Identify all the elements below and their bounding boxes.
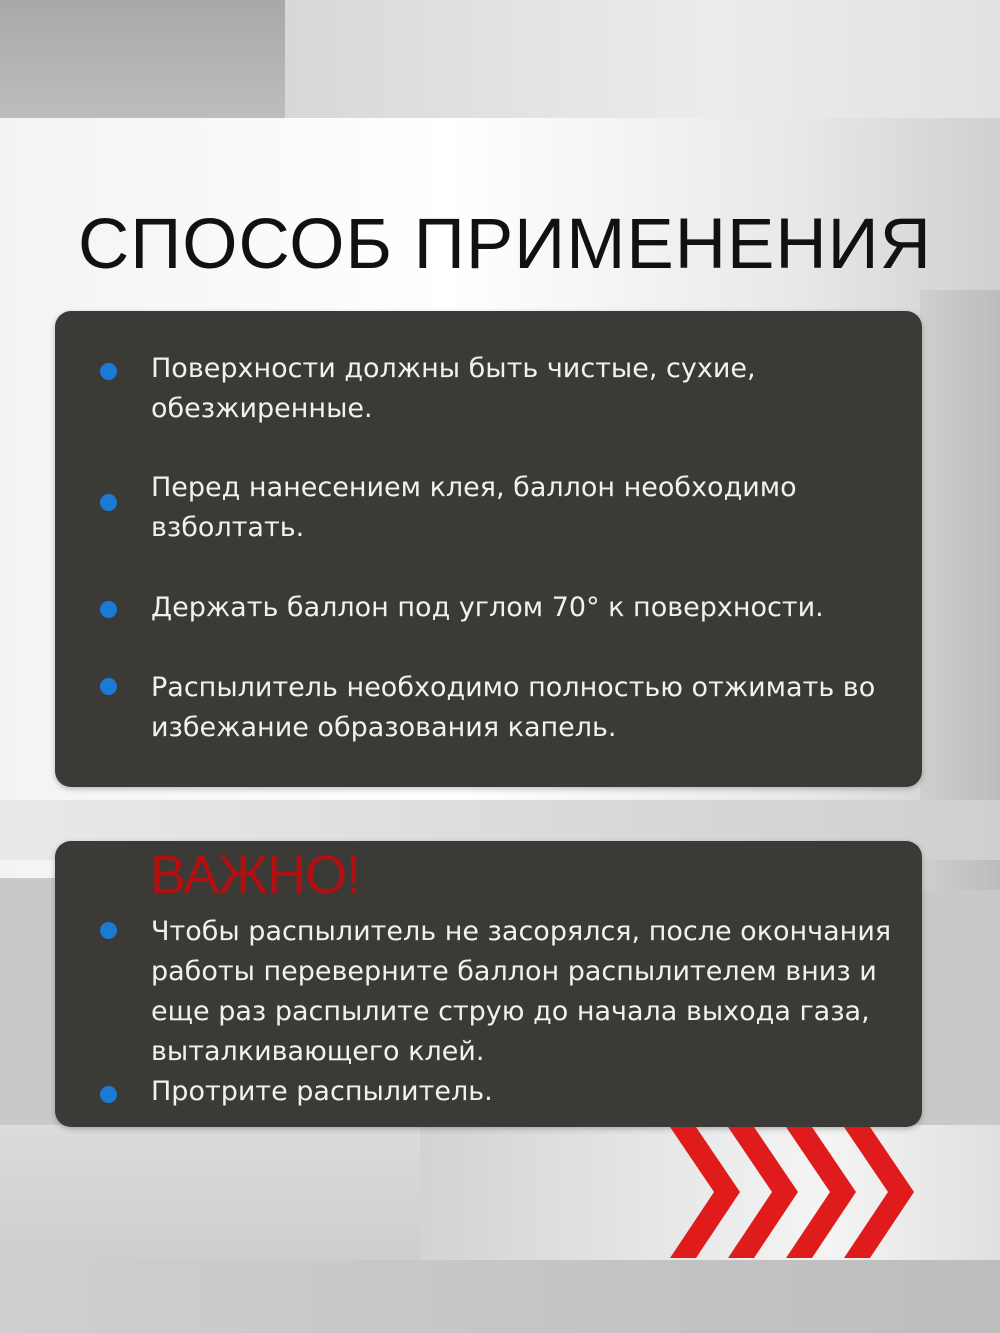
page-title: СПОСОБ ПРИМЕНЕНИЯ [78, 205, 932, 284]
blue-dot-icon [100, 601, 117, 618]
usage-item-text: Держать баллон под углом 70° к поверхности. [151, 592, 824, 623]
important-heading: ВАЖНО! [150, 845, 361, 905]
blue-dot-icon [100, 922, 117, 939]
usage-item-text: Распылитель необходимо полностью отжимать во избежание образования капель. [151, 672, 876, 743]
important-item-text: Протрите распылитель. [151, 1076, 493, 1107]
background-block [285, 0, 1000, 118]
usage-item-text: Перед нанесением клея, баллон необходимо взболтать. [151, 472, 797, 543]
blue-dot-icon [100, 494, 117, 511]
red-chevrons-icon [668, 1125, 918, 1260]
blue-dot-icon [100, 1086, 117, 1103]
usage-item-text: Поверхности должны быть чистые, сухие, обезжиренные. [151, 353, 756, 424]
important-panel [55, 841, 922, 1127]
blue-dot-icon [100, 678, 117, 695]
background-block [0, 1260, 1000, 1333]
blue-dot-icon [100, 363, 117, 380]
important-item-text: Чтобы распылитель не засорялся, после окончания работы переверните баллон распылителем вниз и еще раз распылите струю до начала выхода газа, выталкивающего клей. [151, 916, 892, 1067]
background-block [0, 0, 285, 118]
usage-panel [55, 311, 922, 787]
